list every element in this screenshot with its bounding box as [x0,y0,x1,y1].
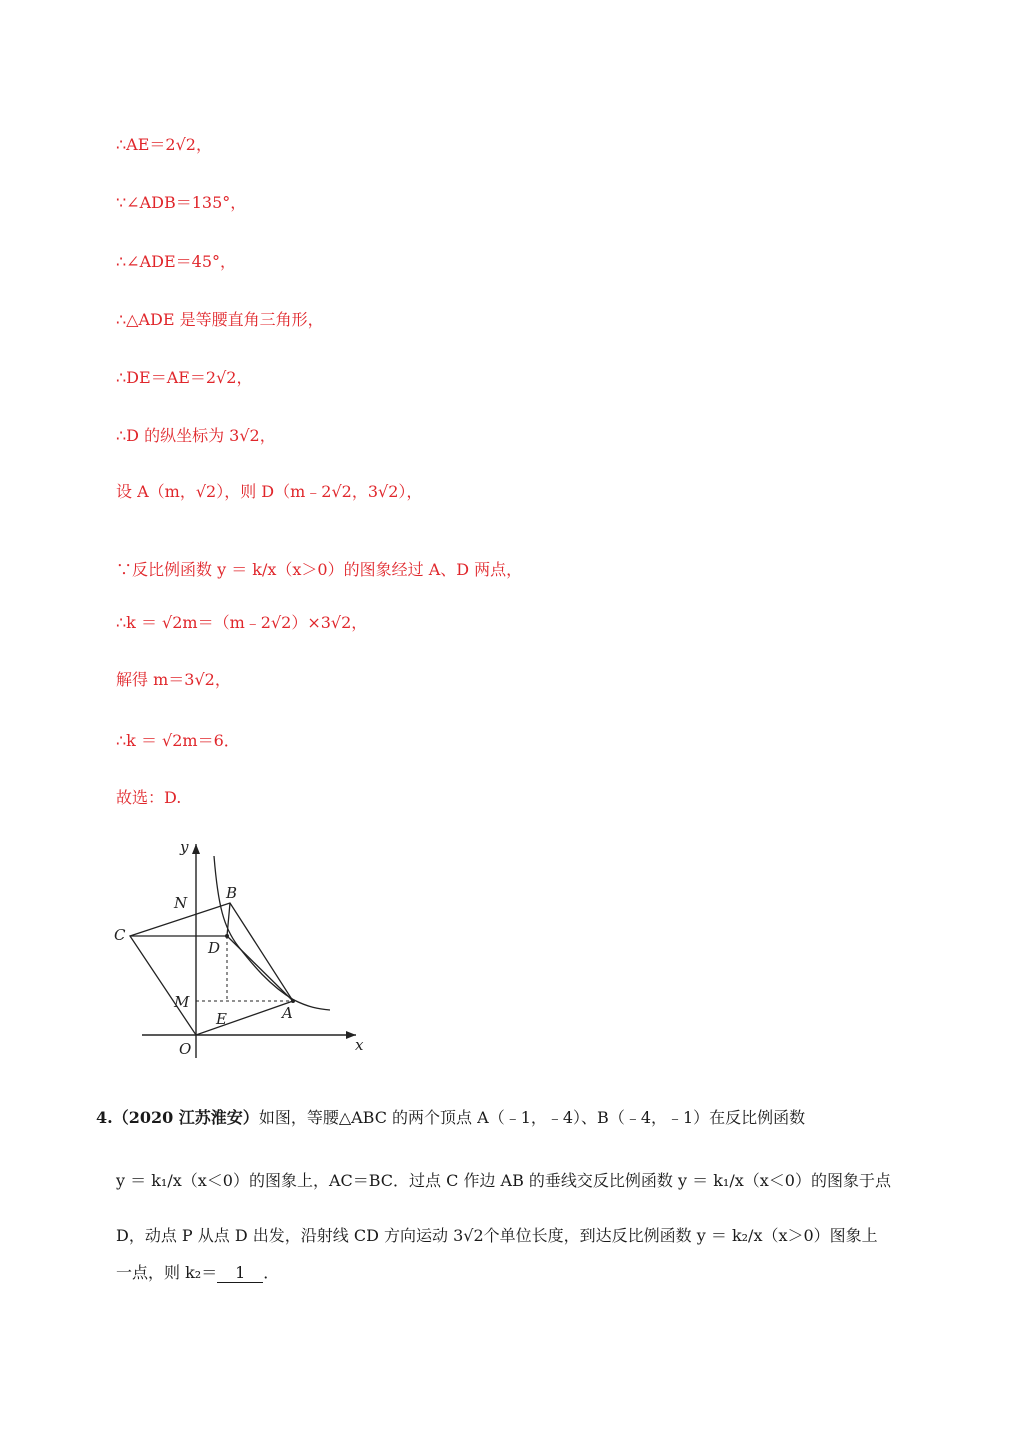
label-A: A [282,1004,293,1022]
solution-line-6: ∴D 的纵坐标为 3√2， [116,426,276,445]
hyperbola-curve [214,856,330,1010]
solution-line-9: ∴k ＝ √2m＝（m﹣2√2）×3√2， [116,613,368,632]
solution-line-7: 设 A（m，√2），则 D（m﹣2√2，3√2）， [116,482,423,501]
question-text-3: D，动点 P 从点 D 出发，沿射线 CD 方向运动 3√2个单位长度，到达反比例函数 y ＝ k₂/x（x＞0）图象上 [116,1226,878,1245]
y-axis-arrow [192,844,200,854]
figure-svg [112,836,374,1068]
point-D [225,934,229,938]
question-line-2 [116,1170,891,1192]
geometry-figure [112,836,374,1068]
solution-line-1: ∴AE＝2√2， [116,135,212,154]
label-O: O [179,1040,192,1058]
point-A [291,999,295,1003]
label-E: E [216,1010,227,1028]
question-text-2: y ＝ k₁/x（x＜0）的图象上，AC＝BC．过点 C 作边 AB 的垂线交反比例函数 y ＝ k₁/x（x＜0）的图象于点 [116,1171,891,1190]
question-line-4 [116,1262,279,1284]
solution-line-3: ∴∠ADE＝45°， [116,252,237,271]
question-source: （2020 江苏淮安） [112,1108,259,1127]
question-text-4-prefix: 一点，则 k₂＝ [116,1263,218,1282]
question-text-4-suffix: ． [263,1263,280,1282]
solution-line-10: 解得 m＝3√2， [116,670,231,689]
label-B: B [226,884,238,902]
solution-line-2: ∵∠ADB＝135°， [116,193,247,212]
solution-line-5: ∴DE＝AE＝2√2， [116,368,253,387]
question-text-1: 如图，等腰△ABC 的两个顶点 A（﹣1，﹣4）、B（﹣4，﹣1）在反比例函数 [258,1108,806,1127]
label-y: y [180,838,189,856]
question-line-1 [96,1107,805,1129]
segment-DA [227,936,293,1001]
label-M: M [174,993,190,1011]
label-D: D [208,939,221,957]
solution-line-4: ∴△ADE 是等腰直角三角形， [116,310,324,329]
answer-blank: 1 [217,1264,263,1283]
question-line-3 [116,1225,878,1247]
solution-line-8: ∵反比例函数 y ＝ k/x（x＞0）的图象经过 A、D 两点， [116,560,523,579]
solution-line-12: 故选：D. [116,788,182,807]
solution-line-11: ∴k ＝ √2m＝6． [116,731,240,750]
label-x: x [355,1036,364,1054]
quadrilateral-CBAO [130,903,293,1035]
label-C: C [114,926,126,944]
question-number: 4. [96,1108,113,1127]
label-N: N [174,894,188,912]
